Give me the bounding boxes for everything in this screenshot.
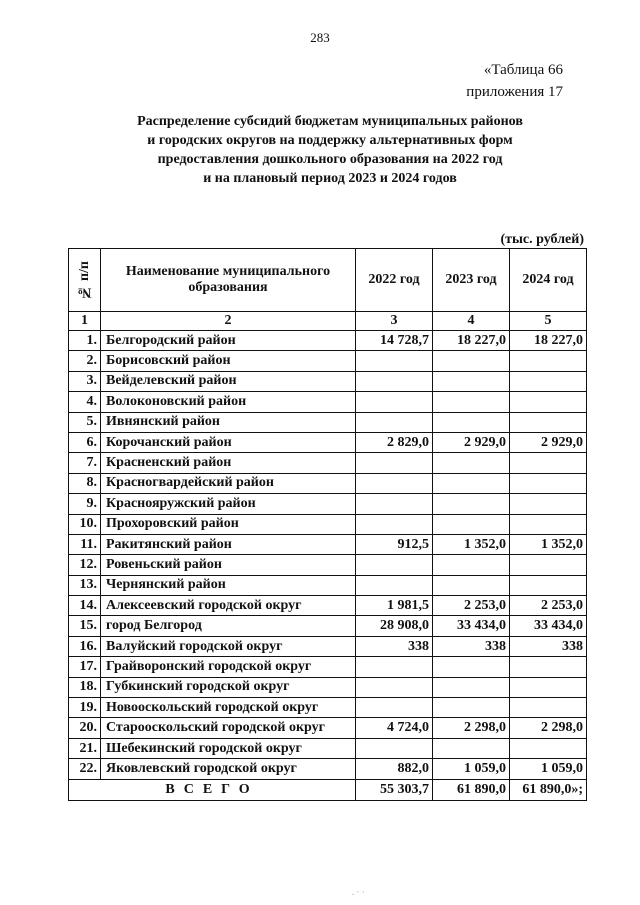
row-number: 14. bbox=[69, 596, 101, 616]
municipality-name: Алексеевский городской округ bbox=[101, 596, 356, 616]
value-2024 bbox=[510, 514, 587, 534]
row-number: 5. bbox=[69, 412, 101, 432]
municipality-name: Ивнянский район bbox=[101, 412, 356, 432]
row-number: 3. bbox=[69, 371, 101, 391]
table-reference: «Таблица 66 bbox=[483, 62, 563, 78]
value-2023 bbox=[433, 351, 510, 371]
page-number: 283 bbox=[310, 30, 330, 45]
row-number: 21. bbox=[69, 738, 101, 758]
table-row bbox=[69, 575, 587, 595]
header-2023: 2023 год bbox=[433, 249, 510, 312]
document-title bbox=[80, 112, 580, 188]
value-2022 bbox=[356, 494, 433, 514]
value-2022 bbox=[356, 392, 433, 412]
value-2022: 2 829,0 bbox=[356, 432, 433, 452]
municipality-name: Грайворонский городской округ bbox=[101, 657, 356, 677]
municipality-name: Красногвардейский район bbox=[101, 473, 356, 493]
value-2022: 912,5 bbox=[356, 534, 433, 554]
value-2023: 2 298,0 bbox=[433, 718, 510, 738]
column-number: 1 bbox=[69, 312, 101, 331]
municipality-name: Волоконовский район bbox=[101, 392, 356, 412]
municipality-name: Шебекинский городской округ bbox=[101, 738, 356, 758]
value-2022 bbox=[356, 677, 433, 697]
table-row bbox=[69, 494, 587, 514]
value-2023 bbox=[433, 738, 510, 758]
title-line: и городских округов на поддержку альтернативных форм bbox=[147, 133, 513, 148]
value-2023: 2 253,0 bbox=[433, 596, 510, 616]
column-number: 2 bbox=[101, 312, 356, 331]
value-2023 bbox=[433, 494, 510, 514]
value-2024 bbox=[510, 698, 587, 718]
table-row bbox=[69, 331, 587, 351]
table-row bbox=[69, 596, 587, 616]
value-2022 bbox=[356, 738, 433, 758]
table-row bbox=[69, 636, 587, 656]
value-2022 bbox=[356, 351, 433, 371]
municipality-name: Вейделевский район bbox=[101, 371, 356, 391]
value-2023 bbox=[433, 698, 510, 718]
value-2024: 2 253,0 bbox=[510, 596, 587, 616]
table-row bbox=[69, 473, 587, 493]
value-2024: 1 352,0 bbox=[510, 534, 587, 554]
title-line: предоставления дошкольного образования на 2022 год bbox=[157, 152, 503, 167]
row-number: 12. bbox=[69, 555, 101, 575]
column-number: 4 bbox=[433, 312, 510, 331]
value-2022 bbox=[356, 698, 433, 718]
value-2022 bbox=[356, 371, 433, 391]
table-row bbox=[69, 657, 587, 677]
value-2022 bbox=[356, 412, 433, 432]
value-2023 bbox=[433, 677, 510, 697]
table-row bbox=[69, 371, 587, 391]
row-number: 13. bbox=[69, 575, 101, 595]
value-2024 bbox=[510, 738, 587, 758]
value-2023 bbox=[433, 392, 510, 412]
table-row bbox=[69, 555, 587, 575]
table-row bbox=[69, 677, 587, 697]
value-2022: 4 724,0 bbox=[356, 718, 433, 738]
row-number: 4. bbox=[69, 392, 101, 412]
row-number: 7. bbox=[69, 453, 101, 473]
value-2023 bbox=[433, 412, 510, 432]
value-2022: 338 bbox=[356, 636, 433, 656]
column-number-row bbox=[69, 312, 587, 331]
column-number: 3 bbox=[356, 312, 433, 331]
value-2023: 18 227,0 bbox=[433, 331, 510, 351]
value-2022: 28 908,0 bbox=[356, 616, 433, 636]
table-row bbox=[69, 351, 587, 371]
value-2023 bbox=[433, 473, 510, 493]
header-2022: 2022 год bbox=[356, 249, 433, 312]
municipality-name: Прохоровский район bbox=[101, 514, 356, 534]
table-row bbox=[69, 432, 587, 452]
value-2022: 1 981,5 bbox=[356, 596, 433, 616]
title-line: и на плановый период 2023 и 2024 годов bbox=[203, 171, 457, 186]
value-2024 bbox=[510, 371, 587, 391]
row-number: 1. bbox=[69, 331, 101, 351]
value-2023: 338 bbox=[433, 636, 510, 656]
subsidy-table bbox=[68, 248, 587, 801]
table-row bbox=[69, 392, 587, 412]
row-number: 22. bbox=[69, 759, 101, 779]
value-2022 bbox=[356, 555, 433, 575]
municipality-name: Ракитянский район bbox=[101, 534, 356, 554]
total-row bbox=[69, 779, 587, 800]
row-number: 18. bbox=[69, 677, 101, 697]
table-row bbox=[69, 453, 587, 473]
unit-label: (тыс. рублей) bbox=[500, 232, 584, 247]
table-row bbox=[69, 698, 587, 718]
value-2022 bbox=[356, 657, 433, 677]
value-2024: 338 bbox=[510, 636, 587, 656]
value-2023 bbox=[433, 514, 510, 534]
total-2022: 55 303,7 bbox=[356, 779, 433, 800]
municipality-name: Борисовский район bbox=[101, 351, 356, 371]
table-row bbox=[69, 534, 587, 554]
value-2023 bbox=[433, 453, 510, 473]
value-2022 bbox=[356, 473, 433, 493]
value-2024 bbox=[510, 412, 587, 432]
value-2024: 18 227,0 bbox=[510, 331, 587, 351]
table-row bbox=[69, 759, 587, 779]
value-2023 bbox=[433, 657, 510, 677]
total-label: ВСЕГО bbox=[69, 779, 356, 800]
table-row bbox=[69, 718, 587, 738]
value-2022 bbox=[356, 514, 433, 534]
row-number: 10. bbox=[69, 514, 101, 534]
municipality-name: Корочанский район bbox=[101, 432, 356, 452]
table-row bbox=[69, 738, 587, 758]
municipality-name: Белгородский район bbox=[101, 331, 356, 351]
municipality-name: Старооскольский городской округ bbox=[101, 718, 356, 738]
value-2023 bbox=[433, 555, 510, 575]
municipality-name: Валуйский городской округ bbox=[101, 636, 356, 656]
value-2024 bbox=[510, 677, 587, 697]
title-line: Распределение субсидий бюджетам муниципальных районов bbox=[137, 114, 523, 129]
value-2024 bbox=[510, 453, 587, 473]
municipality-name: Краснояружский район bbox=[101, 494, 356, 514]
row-number: 11. bbox=[69, 534, 101, 554]
value-2023 bbox=[433, 575, 510, 595]
value-2022 bbox=[356, 453, 433, 473]
municipality-name: Новооскольский городской округ bbox=[101, 698, 356, 718]
value-2024 bbox=[510, 657, 587, 677]
header-row bbox=[69, 249, 587, 312]
row-number: 16. bbox=[69, 636, 101, 656]
row-number: 8. bbox=[69, 473, 101, 493]
municipality-name: Губкинский городской округ bbox=[101, 677, 356, 697]
value-2023 bbox=[433, 371, 510, 391]
header-2024: 2024 год bbox=[510, 249, 587, 312]
municipality-name: Яковлевский городской округ bbox=[101, 759, 356, 779]
value-2023: 33 434,0 bbox=[433, 616, 510, 636]
municipality-name: город Белгород bbox=[101, 616, 356, 636]
row-number: 6. bbox=[69, 432, 101, 452]
value-2024 bbox=[510, 575, 587, 595]
value-2024 bbox=[510, 555, 587, 575]
value-2024 bbox=[510, 473, 587, 493]
value-2024 bbox=[510, 494, 587, 514]
total-2024: 61 890,0»; bbox=[510, 779, 587, 800]
value-2024 bbox=[510, 351, 587, 371]
appendix-reference: приложения 17 bbox=[466, 84, 563, 100]
table-row bbox=[69, 514, 587, 534]
value-2022: 14 728,7 bbox=[356, 331, 433, 351]
footer-marks: . · · bbox=[352, 887, 365, 897]
municipality-name: Ровеньский район bbox=[101, 555, 356, 575]
value-2024: 2 298,0 bbox=[510, 718, 587, 738]
row-number: 2. bbox=[69, 351, 101, 371]
total-2023: 61 890,0 bbox=[433, 779, 510, 800]
value-2023: 2 929,0 bbox=[433, 432, 510, 452]
table-row bbox=[69, 412, 587, 432]
value-2023: 1 059,0 bbox=[433, 759, 510, 779]
row-number: 19. bbox=[69, 698, 101, 718]
header-name: Наименование муниципального образования bbox=[101, 249, 356, 312]
row-number: 20. bbox=[69, 718, 101, 738]
row-number: 15. bbox=[69, 616, 101, 636]
row-number: 9. bbox=[69, 494, 101, 514]
value-2024 bbox=[510, 392, 587, 412]
table-row bbox=[69, 616, 587, 636]
value-2024: 33 434,0 bbox=[510, 616, 587, 636]
value-2023: 1 352,0 bbox=[433, 534, 510, 554]
value-2022: 882,0 bbox=[356, 759, 433, 779]
value-2024: 1 059,0 bbox=[510, 759, 587, 779]
value-2024: 2 929,0 bbox=[510, 432, 587, 452]
header-no: № п/п bbox=[69, 249, 101, 312]
column-number: 5 bbox=[510, 312, 587, 331]
row-number: 17. bbox=[69, 657, 101, 677]
municipality-name: Красненский район bbox=[101, 453, 356, 473]
municipality-name: Чернянский район bbox=[101, 575, 356, 595]
value-2022 bbox=[356, 575, 433, 595]
